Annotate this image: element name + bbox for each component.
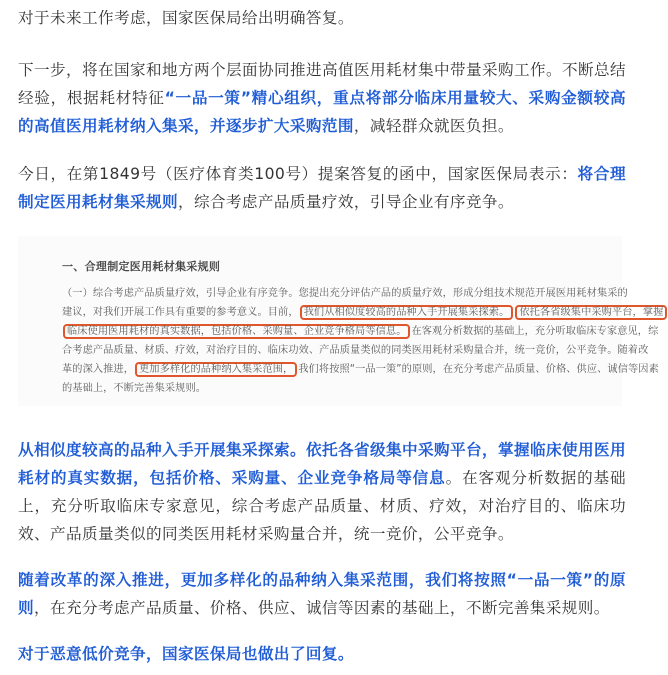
closing-text: 对于恶意低价竞争，国家医保局也做出了回复。 xyxy=(18,645,354,663)
reform-text: ，在充分考虑产品质量、价格、供应、诚信等因素的基础上，不断完善集采规则。 xyxy=(34,599,610,617)
doc-highlight-box-4: 更加多样化的品种纳入集采范围， xyxy=(135,362,297,377)
doc-line-4: 合考虑产品质量、材质、疗效，对治疗目的、临床功效、产品质量类似的同类医用耗材采购量合并，统一竞价，公平竞争。随着改 xyxy=(62,345,649,356)
doc-line-5-tail: 我们将按照“一品一策”的原则，在充分考虑产品质量、价格、供应、诚信等因素 xyxy=(298,364,659,375)
next-step-tail: ，减轻群众就医负担。 xyxy=(353,117,514,135)
pilot-highlight: 从相似度较高的品种入手开展集采探索。依托各省级集中采购平台，掌握临床使用医用耗材的真实数据，包括价格、采购量、企业竞争格局等信息 xyxy=(18,441,626,487)
doc-highlight-box-1: 我们从相似度较高的品种入手开展集采探索。 xyxy=(300,305,514,320)
intro-text: 对于未来工作考虑，国家医保局给出明确答复。 xyxy=(18,9,354,27)
proposal-reply-text: 今日，在第1849号（医疗体育类100号）提案答复的函中，国家医保局表示： xyxy=(18,165,578,183)
proposal-reply-highlight: 将合理制定医用耗材集采规则 xyxy=(18,165,626,211)
intro-paragraph xyxy=(18,4,626,32)
doc-line-2-text: 建议，对我们开展工作具有重要的参考意义。目前， xyxy=(62,307,299,318)
document-excerpt-image xyxy=(18,236,664,406)
doc-line-3 xyxy=(62,322,659,341)
reform-paragraph xyxy=(18,566,626,622)
doc-line-5 xyxy=(62,360,659,379)
proposal-reply-tail: ，综合考虑产品质量疗效，引导企业有序竞争。 xyxy=(177,193,514,211)
doc-line-3-text: 在客观分析数据的基础上，充分听取临床专家意见，综 xyxy=(411,326,659,337)
doc-highlight-box-3: 临床使用医用耗材的真实数据，包括价格、采购量、企业竞争格局等信息。 xyxy=(63,324,410,339)
pilot-text: 。在客观分析数据的基础上，充分听取临床专家意见，综合考虑产品质量、材质、疗效，对治疗目的、临床功效、产品质量类似的同类医用耗材采购量合并，统一竞价，公平竞争。 xyxy=(18,469,626,543)
doc-line-5-text: 革的深入推进， xyxy=(62,364,135,375)
next-step-text: 下一步，将在国家和地方两个层面协同推进高值医用耗材集中带量采购工作。不断总结经验，根据耗材特征 xyxy=(18,61,626,107)
doc-highlight-box-2: 依托各省级集中采购平台，掌握 xyxy=(515,305,667,320)
doc-line-6: 的基础上，不断完善集采规则。 xyxy=(62,383,207,394)
reform-highlight: 随着改革的深入推进，更加多样化的品种纳入集采范围，我们将按照“一品一策”的原则 xyxy=(18,571,626,617)
proposal-reply-paragraph xyxy=(18,160,626,216)
closing-paragraph xyxy=(18,640,626,668)
next-step-highlight: “一品一策”精心组织，重点将部分临床用量较大、采购金额较高的高值医用耗材纳入集采，并逐步扩大采购范围 xyxy=(18,89,626,135)
doc-line-2 xyxy=(62,303,664,322)
doc-line-1: （一）综合考虑产品质量疗效，引导企业有序竞争。您提出充分评估产品的质量疗效，形成分组技术规范开展医用耗材集采的 xyxy=(62,288,628,299)
next-step-paragraph xyxy=(18,56,626,140)
doc-body xyxy=(62,284,664,398)
doc-heading: 一、合理制定医用耗材集采规则 xyxy=(62,260,221,273)
pilot-paragraph xyxy=(18,436,626,548)
